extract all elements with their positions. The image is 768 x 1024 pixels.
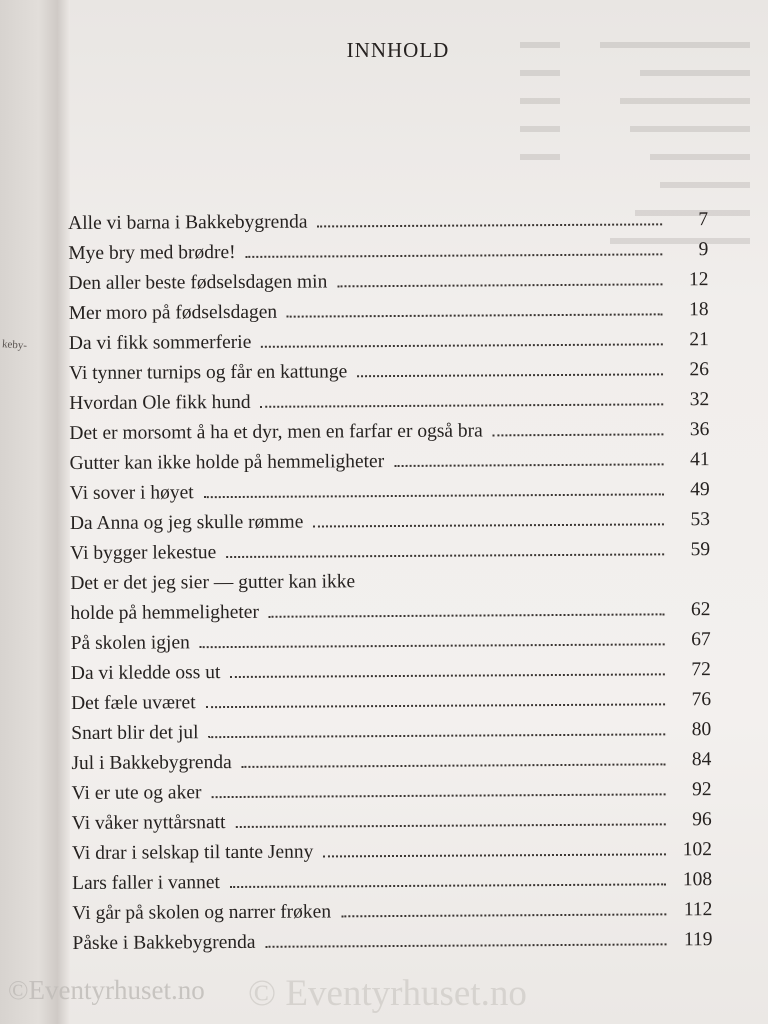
toc-entry-page: 32 [689, 389, 710, 411]
toc-entry-page: 26 [689, 359, 710, 381]
toc-entry [71, 621, 711, 655]
toc-entry-title: holde på hemmeligheter [70, 601, 259, 624]
toc-entry-title: Mer moro på fødselsdagen [68, 301, 278, 324]
dot-leader [266, 943, 667, 947]
dot-leader [269, 613, 665, 617]
toc-entry-title: Jul i Bakkebygrenda [71, 752, 232, 774]
toc-entry [70, 471, 710, 505]
toc-entry [71, 681, 711, 715]
toc-entry-title-line1: Det er det jeg sier — gutter kan ikke [70, 571, 356, 594]
toc-entry-page: 108 [682, 869, 713, 891]
toc-entry [69, 291, 709, 325]
toc-entry-title: Gutter kan ikke holde på hemmeligheter [69, 451, 385, 474]
toc-entry-page: 9 [698, 239, 709, 261]
toc-entry [71, 741, 711, 775]
toc-entry-page: 67 [691, 629, 711, 651]
toc-entry-title: Vi går på skolen og narrer frøken [72, 901, 332, 924]
dot-leader [235, 823, 665, 828]
toc-entry-page: 112 [683, 899, 713, 921]
toc-entry-title: Vi sover i høyet [69, 482, 194, 504]
toc-entry [70, 591, 710, 625]
dot-leader [226, 553, 664, 558]
dot-leader [200, 643, 665, 648]
toc-entry-page: 76 [691, 689, 712, 711]
toc-entry-title: Da vi fikk sommerferie [68, 331, 252, 354]
toc-entry [71, 711, 711, 745]
toc-entry-title: Vi er ute og aker [71, 782, 202, 804]
dot-leader [204, 493, 664, 498]
toc-entry-title: Snart blir det jul [71, 722, 199, 744]
toc-entry-page: 96 [692, 809, 712, 831]
toc-entry-title: Vi drar i selskap til tante Jenny [71, 841, 314, 864]
toc-entry-page: 80 [691, 719, 712, 741]
toc-entry-title: Hvordan Ole fikk hund [69, 391, 251, 414]
toc-entry-page: 12 [688, 269, 709, 291]
dot-leader [317, 223, 662, 227]
dot-leader [337, 283, 662, 287]
toc-entry-title: På skolen igjen [70, 632, 190, 654]
toc-entry-title: Den aller beste fødselsdagen min [68, 271, 328, 294]
toc-entry-title: Mye bry med brødre! [68, 241, 236, 264]
toc-entry [68, 201, 708, 235]
toc-entry-page: 41 [690, 449, 710, 471]
toc-entry-page: 53 [690, 509, 710, 531]
dot-leader [230, 883, 666, 888]
dot-leader [287, 313, 663, 317]
book-spine-shadow [0, 0, 70, 1024]
dot-leader [230, 673, 665, 678]
toc-entry [71, 771, 711, 805]
toc-entry-title: Påske i Bakkebygrenda [72, 931, 256, 954]
toc-entry [72, 861, 712, 895]
toc-entry [69, 351, 709, 385]
dot-leader [211, 793, 665, 798]
toc-entry-title: Lars faller i vannet [72, 872, 221, 894]
toc-entry-title: Vi tynner turnips og får en kattunge [68, 361, 348, 384]
dot-leader [261, 343, 663, 347]
toc-entry-title: Da Anna og jeg skulle rømme [69, 511, 304, 534]
toc-entry [68, 231, 708, 265]
toc-entry [69, 441, 709, 475]
toc-entry [72, 891, 712, 925]
dot-leader [242, 763, 666, 768]
toc-entry-page: 7 [698, 209, 709, 231]
contents-heading: INNHOLD [346, 38, 450, 62]
toc-entry-page: 102 [682, 839, 713, 861]
dot-leader [206, 703, 665, 708]
dot-leader [341, 913, 666, 917]
toc-entry-page: 36 [689, 419, 710, 441]
toc-entry-title: Vi bygger lekestue [70, 542, 217, 564]
toc-entry-page: 92 [692, 779, 712, 801]
toc-entry [72, 921, 712, 955]
toc-entry-title: Det fæle uværet [70, 692, 196, 714]
toc-entry [72, 831, 712, 865]
toc-entry [72, 801, 712, 835]
toc-entry-page: 59 [690, 539, 711, 561]
watermark: ©Eventyrhuset.no [8, 975, 205, 1005]
toc-entry [69, 381, 709, 415]
toc-entry-page: 49 [690, 479, 710, 501]
toc-entry-page: 84 [691, 749, 712, 771]
toc-entry-title: Det er morsomt å ha et dyr, men en farfar er også bra [69, 420, 483, 444]
dot-leader [323, 853, 666, 857]
toc-entry [71, 651, 711, 685]
toc-entry [68, 261, 708, 295]
toc-entry-page: 18 [689, 299, 709, 321]
toc-entry-title: Alle vi barna i Bakkebygrenda [68, 211, 308, 234]
table-of-contents [68, 201, 713, 955]
toc-entry-page: 21 [689, 329, 709, 351]
toc-entry-page: 72 [691, 659, 711, 681]
toc-entry-page: 62 [690, 599, 711, 621]
dot-leader [246, 253, 663, 258]
toc-entry [70, 531, 710, 565]
dot-leader [313, 523, 664, 527]
dot-leader [209, 733, 666, 738]
toc-entry-title: Da vi kledde oss ut [70, 662, 221, 684]
toc-entry-title: Vi våker nyttårsnatt [71, 812, 226, 834]
toc-entry [69, 321, 709, 355]
dot-leader [394, 463, 663, 467]
watermark-repeat: © Eventyrhuset.no [248, 973, 527, 1014]
toc-entry [69, 411, 709, 445]
dot-leader [357, 373, 663, 377]
dot-leader [493, 433, 664, 436]
margin-fragment: keby- [1, 338, 28, 352]
dot-leader [261, 403, 664, 407]
toc-entry [70, 501, 710, 535]
toc-entry-page: 119 [683, 929, 713, 951]
